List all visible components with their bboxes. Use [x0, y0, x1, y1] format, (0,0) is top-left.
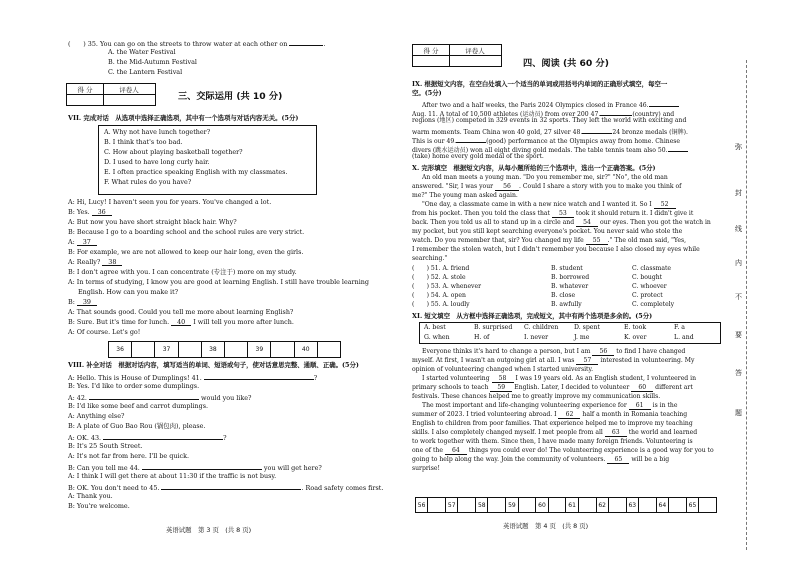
viii-line: A: Hello. This is House of Dumplings! 41. ? — [68, 374, 318, 382]
x-line: back. Then you told us all to stand up in a circle and 54 our eyes. Then you got the watch in — [412, 219, 711, 226]
word: L. and — [674, 334, 694, 341]
viii-line: B: It's 25 South Street. — [68, 442, 143, 450]
right-page — [397, 0, 794, 561]
x-choice-55: ( ) 55. A. loudly — [412, 301, 470, 308]
vii-line: A: In terms of studying, I know you are good at learning English. I still have trouble learning — [68, 278, 369, 286]
xi-line: English to children from poor families. That experience helped me to improve my teaching — [412, 420, 693, 427]
viii-line: B: OK. You don't need to 45. . Road safety comes first. — [68, 484, 384, 492]
ix-line: divers (跳水运动员) won all eight diving gold medals. The table tennis team also 50. — [412, 144, 688, 155]
seal-char: 不 — [735, 293, 742, 301]
vii-instructions: VII. 完成对话 从选项中选择正确选项，其中有一个选项与对话内容无关。(5分) — [68, 114, 299, 122]
x-choice-54: ( ) 54. A. open — [412, 292, 466, 299]
ix-line: warm moments. Team China won 40 gold, 27 silver 48. 24 bronze medals (铜牌). — [412, 126, 688, 137]
seal-char: 内 — [735, 259, 742, 267]
vii-line: B: Yes. 36 — [68, 208, 112, 216]
xi-line: surprise! — [412, 465, 440, 472]
vii-answer-row: 36 37 38 39 40 — [108, 341, 341, 358]
x-choice-51-c: C. classmate — [632, 265, 672, 272]
ix-line: regions (地区) competed in 329 events in 32 sports. They left the world with exciting and — [412, 117, 687, 124]
x-line: "One day, a classmate came in with a new nice watch and I wanted it. So I 52 — [422, 201, 676, 209]
q35: ( ) 35. You can go on the streets to throw water at each other on . — [68, 40, 326, 48]
vii-line: B: I don't agree with you. I can concentrate (专注于) more on my study. — [68, 268, 297, 276]
x-line: answered. "Sir, I was your 56 . Could I share a story with you to make you think of — [412, 183, 682, 190]
viii-line: A: OK. 43. ? — [68, 434, 227, 442]
xi-line: going to help along the way. Join the community of volunteers. 65 will be a big — [412, 456, 670, 463]
word: D. spent — [574, 324, 600, 331]
x-line: me?" The young man asked again. — [412, 192, 518, 199]
ix-instructions-2: 空。(5分) — [412, 89, 442, 97]
x-choice-53-b: B. whatever — [551, 283, 589, 290]
xi-line: to work together with them. Since then, I have made many foreign friends. Volunteering is — [412, 438, 693, 445]
xi-line: primary schools to teach 59 English. Later, I decided to volunteer 60 different art — [412, 384, 693, 391]
vii-line: B: 39 — [68, 298, 97, 306]
vii-line: A: Of course. Let's go! — [68, 328, 141, 336]
vii-option-d: D. I used to have long curly hair. — [104, 158, 210, 166]
seal-char: 封 — [735, 189, 742, 197]
x-choice-52-c: C. bought — [632, 274, 663, 281]
xi-line: myself. At first, I wasn't an outgoing girl at all. I was 57 interested in volunteering. My — [412, 357, 695, 364]
x-choice-51-b: B. student — [551, 265, 583, 272]
x-line: An old man meets a young man. "Do you remember me, sir?" "No", the old man — [422, 174, 668, 181]
word: E. took — [624, 324, 647, 331]
vii-option-e: E. I often practice speaking English with my classmates. — [104, 168, 288, 176]
vii-line: B: For example, we are not allowed to keep our hair long, even the girls. — [68, 248, 304, 256]
viii-line: A: Anything else? — [68, 412, 125, 420]
vii-option-b: B. I think that's too bad. — [104, 138, 183, 146]
viii-line: B: Can you tell me 44. you will get here? — [68, 464, 322, 472]
word: H. of — [474, 334, 490, 341]
xi-line: festivals. These chances helped me to greatly improve my communication skills. — [412, 393, 661, 400]
x-choice-54-b: B. close — [551, 292, 576, 299]
page-footer-left: 英语试题 第 3 页 (共 8 页) — [166, 526, 252, 534]
xi-line: opinion of volunteering changed when I started university. — [412, 366, 594, 373]
xi-line: The most important and life-changing volunteering experience for 61 is in the — [422, 402, 678, 409]
vii-line: B: Because I go to a boarding school and the school rules are very strict. — [68, 228, 305, 236]
q35-opt-a: A. the Water Festival — [108, 48, 176, 56]
viii-instructions: VIII. 补全对话 根据对话内容，填写适当的单词、短语或句子，使对话意思完整、通顺、正确。(5分) — [68, 361, 359, 369]
word: C. children — [524, 324, 559, 331]
x-instructions: X. 完形填空 根据短文内容，从每小题所给的三个选项中，选出一个正确答案。(5分) — [412, 164, 656, 172]
seal-char: 要 — [735, 331, 742, 339]
x-choice-54-c: C. protect — [632, 292, 663, 299]
xi-line: one of the 64 things you could ever do! The volunteering experience is a good way for you to — [412, 447, 714, 454]
xi-line: I started volunteering 58 I was 19 years old. As an English student, I volunteered in — [422, 375, 697, 382]
vii-option-f: F. What rules do you have? — [104, 178, 192, 186]
xi-answer-row: 56 57 58 59 60 61 62 63 64 65 — [415, 497, 717, 513]
ix-line: This is our 49. (good) performance at the Olympics away from home. Chinese — [412, 135, 680, 146]
vii-line: A: That sounds good. Could you tell me more about learning English? — [68, 308, 294, 316]
page-footer-right: 英语试题 第 4 页 (共 8 页) — [503, 522, 589, 530]
viii-line: A: I think I will get there at about 11:30 if the traffic is not busy. — [68, 472, 277, 480]
word: I. never — [524, 334, 549, 341]
viii-line: B: A plate of Guo Bao Rou (锅包肉), please. — [68, 422, 206, 430]
word: F. a — [674, 324, 685, 331]
vii-line: B: Sure. But it's time for lunch. 40 I will tell you more after lunch. — [68, 318, 294, 326]
xi-line: skills. I also completely changed myself. I met people from all 63 the world and learned — [412, 429, 698, 436]
x-line: from his pocket. Then you told the class that 53 took it should return it. I didn't give it — [412, 210, 694, 217]
vii-option-a: A. Why not have lunch together? — [104, 128, 211, 136]
x-line: I remember the stolen watch, but I didn't remember you because I also closed my eyes while — [412, 246, 700, 253]
viii-line: B: Yes. I'd like to order some dumplings. — [68, 382, 200, 390]
ix-line: Aug. 11. A total of 10,500 athletes (运动员) from over 200 47. (country) and — [412, 108, 674, 119]
viii-line: B: I'd like some beef and carrot dumplings. — [68, 402, 209, 410]
vii-line: A: Really? 38 — [68, 258, 122, 266]
viii-line: A: Thank you. — [68, 492, 113, 500]
seal-char: 答 — [735, 369, 742, 377]
viii-line: B: You're welcome. — [68, 502, 130, 510]
word: A. best — [424, 324, 446, 331]
seal-line — [746, 60, 747, 550]
x-choice-53-c: C. whoever — [632, 283, 667, 290]
x-line: my pocket, but you still kept searching everyone's pocket. You never said who stole the — [412, 228, 683, 235]
xi-line: summer of 2023. I tried volunteering abroad. I 62 half a month in Romania teaching — [412, 411, 688, 418]
word: G. when — [424, 334, 450, 341]
x-choice-52: ( ) 52. A. stole — [412, 274, 466, 281]
xi-instructions: XI. 短文填空 从方框中选择正确选项，完成短文，其中有两个选项是多余的。(5分) — [412, 312, 653, 320]
word: J. me — [574, 334, 590, 341]
viii-line: A: It's not far from here. I'll be quick. — [68, 452, 189, 460]
q35-opt-c: C. the Lantern Festival — [108, 68, 183, 76]
q35-opt-b: B. the Mid-Autumn Festival — [108, 58, 197, 66]
seal-char: 弥 — [735, 143, 742, 151]
vii-line: English. How can you make it? — [78, 288, 179, 296]
xi-line: Everyone thinks it's hard to change a person, but I am 56 to find I have changed — [422, 348, 686, 355]
score-table-left: 得 分 评卷人 — [66, 83, 156, 106]
ix-line: (take) home every gold medal of the sport. — [412, 153, 544, 160]
vii-line: A: 37 — [68, 238, 97, 246]
x-choice-55-b: B. awfully — [551, 301, 582, 308]
vii-line: A: Hi, Lucy! I haven't seen you for years. You've changed a lot. — [68, 198, 272, 206]
x-choice-52-b: B. borrowed — [551, 274, 590, 281]
seal-char: 线 — [735, 225, 742, 233]
viii-line: A: 42. would you like? — [68, 394, 252, 402]
word: B. surprised — [474, 324, 513, 331]
ix-line: After two and a half weeks, the Paris 2024 Olympics closed in France 46. — [422, 99, 679, 110]
ix-instructions: IX. 根据短文内容，在空白处填入一个适当的单词或用括号内单词的正确形式填空，每空一 — [412, 80, 668, 88]
x-choice-51: ( ) 51. A. friend — [412, 265, 470, 272]
vii-line: A: But now you have short straight black hair. Why? — [68, 218, 237, 226]
seal-char: 题 — [735, 409, 742, 417]
xi-word-box — [419, 322, 721, 344]
section-4-title: 四、阅读 (共 60 分) — [523, 58, 609, 69]
x-line: watch. Do you remember that, sir? You changed my life 55 ." The old man said, "Yes, — [412, 237, 687, 244]
section-3-title: 三、交际运用 (共 10 分) — [178, 91, 283, 102]
score-table-right: 得 分 评卷人 — [412, 44, 502, 67]
vii-option-c: C. How about playing basketball together? — [104, 148, 243, 156]
word: K. over — [624, 334, 647, 341]
x-line: searching." — [412, 255, 448, 262]
x-choice-55-c: C. completely — [632, 301, 675, 308]
x-choice-53: ( ) 53. A. whenever — [412, 283, 482, 290]
